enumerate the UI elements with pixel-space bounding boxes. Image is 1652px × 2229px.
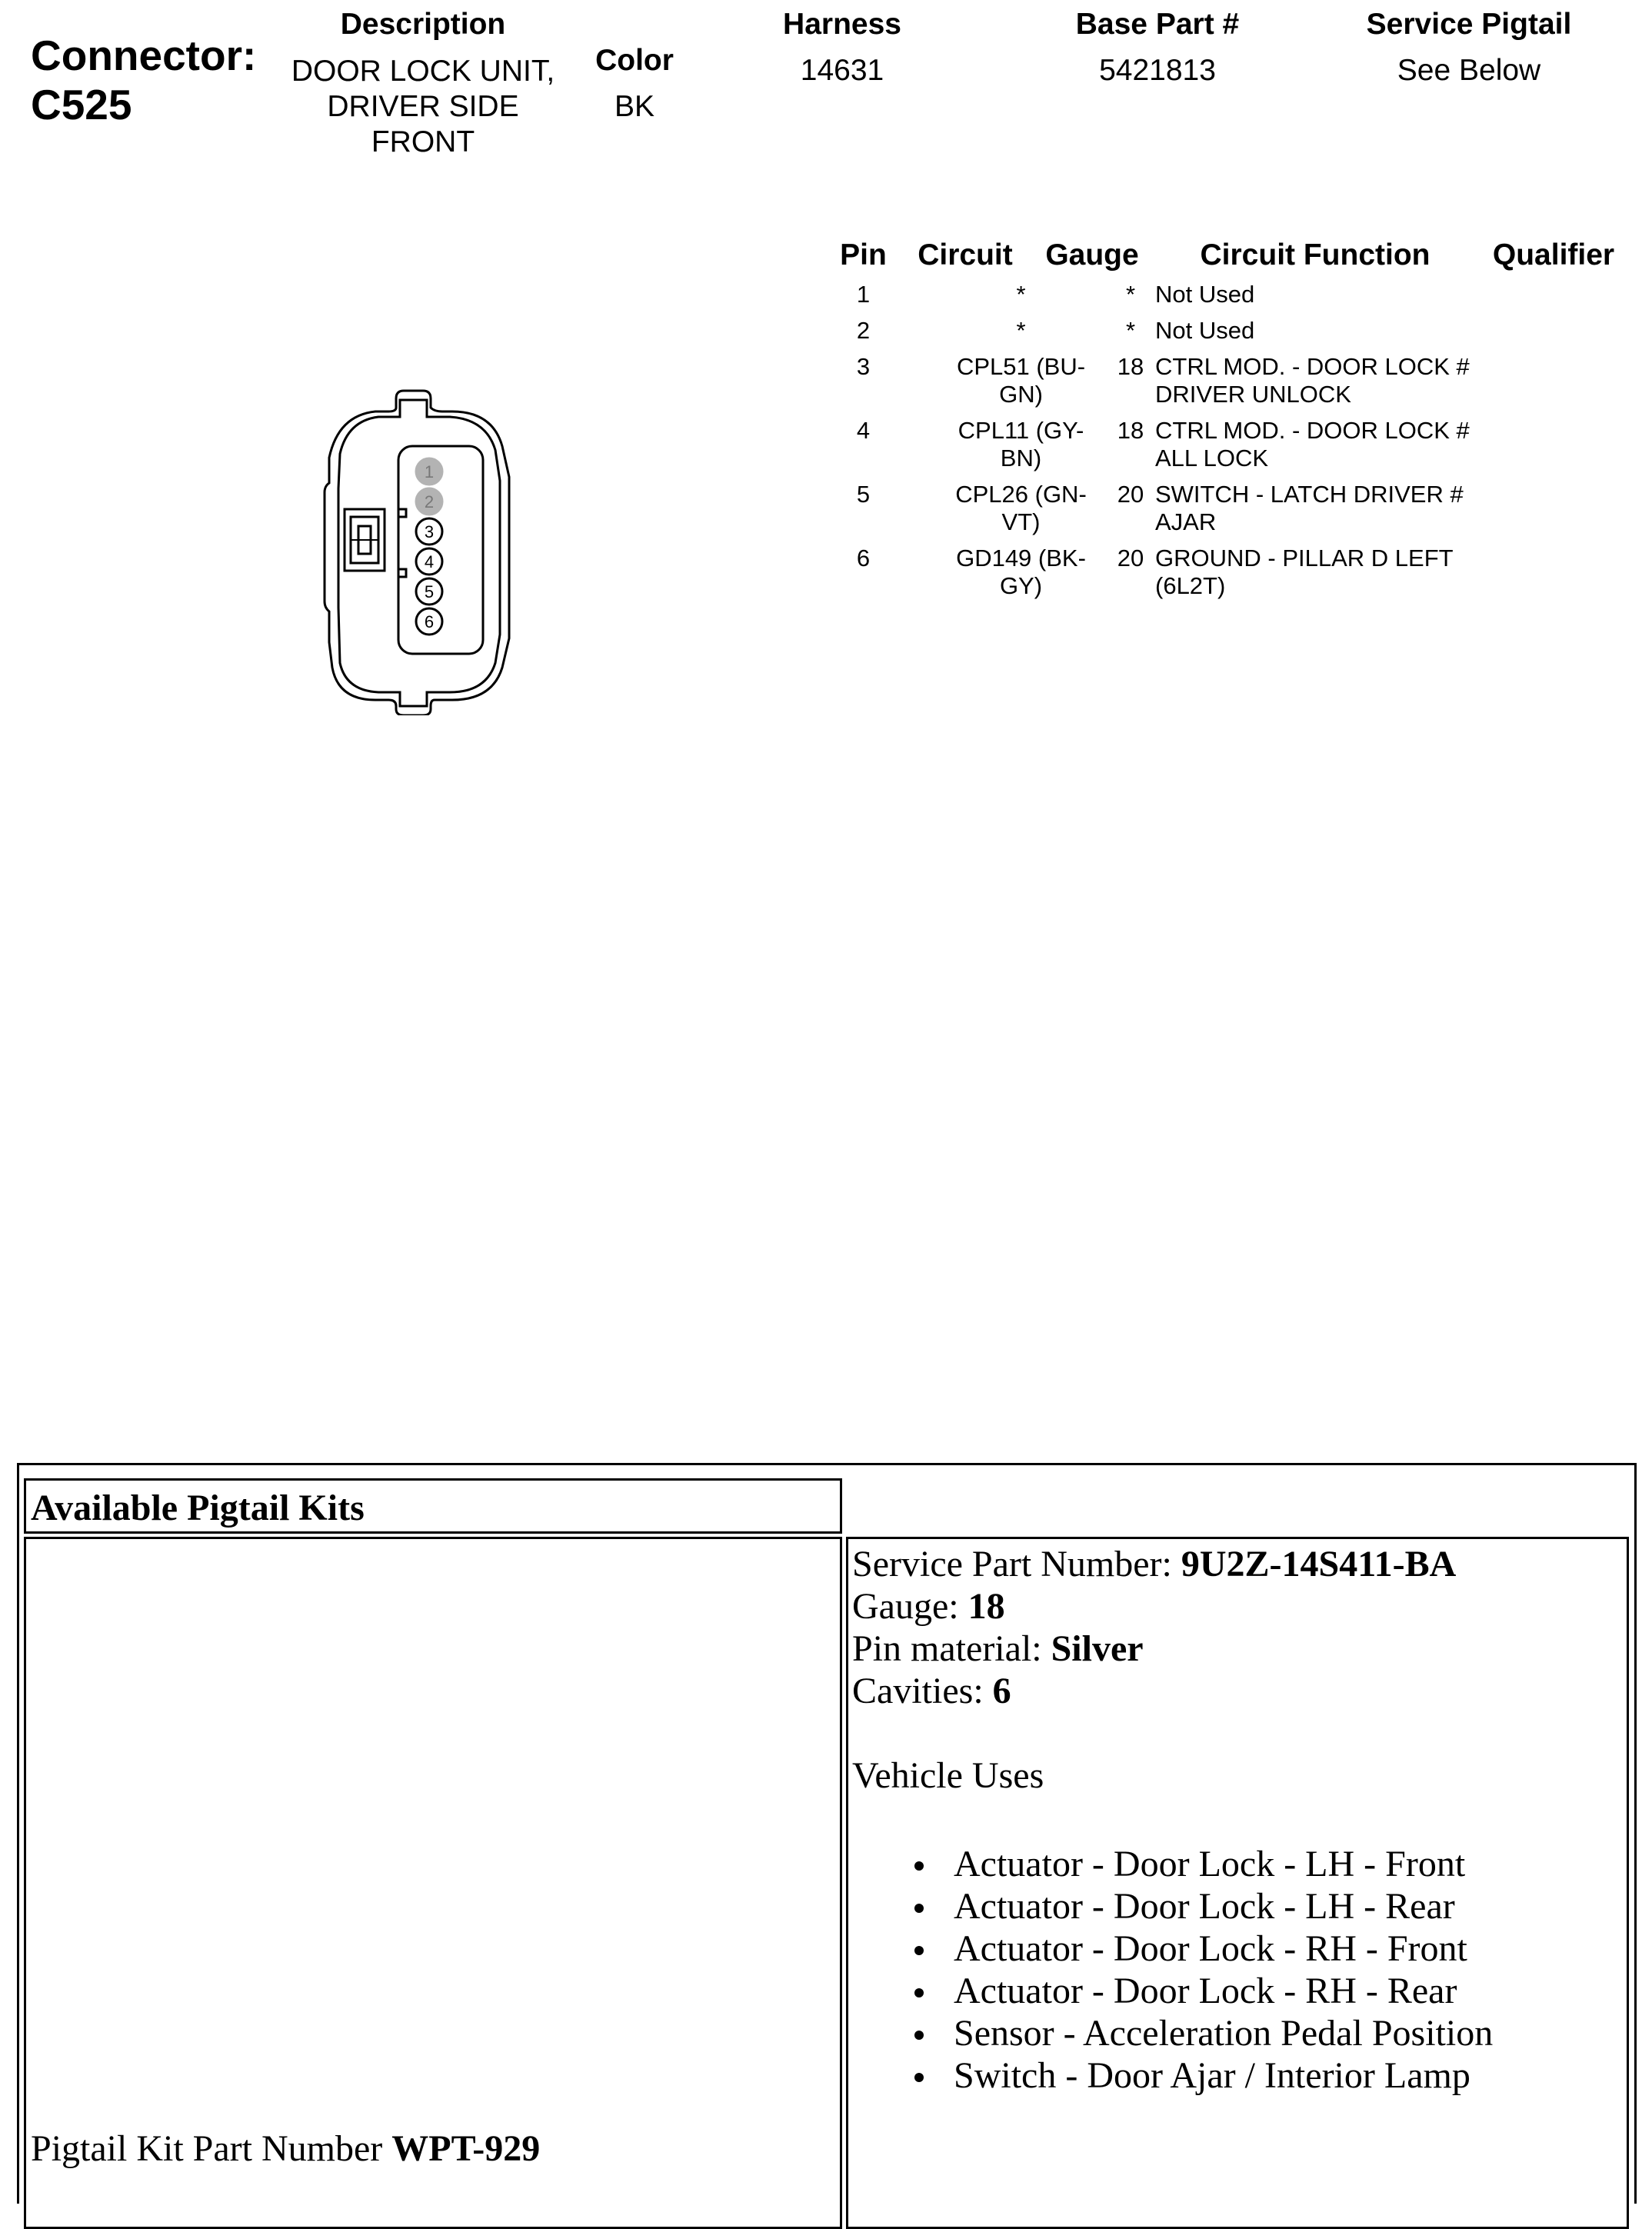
circuit-line: BN) [1000, 445, 1042, 471]
pigtail-title-cell [24, 1478, 842, 1534]
pin-number: 5 [856, 481, 871, 508]
gauge-value: * [1125, 317, 1136, 344]
harness-value: 14631 [800, 54, 884, 87]
circuit-column-header: Circuit [918, 238, 1013, 272]
cavities-label: Cavities: [852, 1671, 984, 1711]
circuit-line: VT) [1001, 508, 1041, 535]
cavities-value: 6 [992, 1671, 1011, 1711]
pigtail-details-cell [846, 1537, 1629, 2229]
pigtail-kit-part-number [31, 2127, 540, 2170]
circuit-line: GN) [999, 381, 1043, 408]
circuit-function [1155, 417, 1494, 472]
pin-number: 2 [856, 317, 871, 344]
function-line: CTRL MOD. - DOOR LOCK # [1155, 353, 1470, 380]
service-part-line [852, 1543, 1621, 1585]
gauge-value: 18 [968, 1586, 1005, 1627]
circuit-function [1155, 481, 1494, 536]
circuit-line: GY) [999, 572, 1043, 599]
function-line: GROUND - PILLAR D LEFT [1155, 545, 1454, 571]
function-line: (6L2T) [1155, 572, 1226, 599]
function-line: ALL LOCK [1155, 445, 1269, 471]
cavities-line [852, 1670, 1621, 1712]
base-part-header: Base Part # [1075, 8, 1240, 41]
pigtail-details [852, 1543, 1621, 2097]
kit-part-value: WPT-929 [391, 2128, 541, 2169]
pin-column-header: Pin [840, 238, 887, 272]
description-line: FRONT [371, 125, 475, 158]
circuit-line: CPL51 (BU- [956, 353, 1086, 380]
gauge-value: 20 [1117, 545, 1144, 571]
list-item: Actuator - Door Lock - LH - Front [914, 1843, 1621, 1885]
circuit-function [1155, 545, 1494, 600]
vehicle-uses-list [914, 1843, 1621, 2097]
gauge-label: Gauge: [852, 1586, 959, 1627]
gauge-value: 20 [1117, 481, 1144, 508]
pin-number: 1 [856, 281, 871, 308]
circuit-function [1155, 353, 1494, 408]
circuit-value: * [1016, 281, 1026, 308]
color-header: Color [595, 44, 674, 77]
pin-number: 6 [856, 545, 871, 571]
service-pigtail-header: Service Pigtail [1366, 8, 1572, 41]
description-line: DRIVER SIDE [327, 90, 519, 123]
pin-row [823, 417, 1638, 478]
qualifier-column-header: Qualifier [1492, 238, 1615, 272]
connector-id: C525 [31, 81, 132, 128]
pigtail-image-cell [24, 1537, 842, 2229]
vehicle-uses-label: Vehicle Uses [852, 1755, 1044, 1796]
list-item: Actuator - Door Lock - LH - Rear [914, 1885, 1621, 1927]
pin-cavity-label: 5 [424, 582, 435, 601]
description-line: DOOR LOCK UNIT, [291, 55, 555, 88]
list-item: Switch - Door Ajar / Interior Lamp [914, 2054, 1621, 2097]
pin-cavity-label: 1 [424, 462, 435, 481]
harness-header: Harness [783, 8, 901, 41]
function-line: DRIVER UNLOCK [1155, 381, 1351, 408]
pin-cavity-label: 4 [424, 552, 435, 571]
pin-row [823, 481, 1638, 542]
circuit-value: * [1016, 317, 1026, 344]
color-value: BK [614, 90, 655, 123]
pigtail-section-title: Available Pigtail Kits [31, 1488, 365, 1528]
gauge-value: 18 [1117, 353, 1144, 380]
pin-cavity-label: 6 [424, 612, 435, 631]
pin-row [823, 281, 1638, 312]
base-part-value: 5421813 [1099, 54, 1216, 87]
pin-material-label: Pin material: [852, 1628, 1042, 1669]
function-column-header: Circuit Function [1200, 238, 1431, 272]
pin-material-value: Silver [1051, 1628, 1144, 1669]
list-item: Actuator - Door Lock - RH - Rear [914, 1970, 1621, 2012]
service-part-label: Service Part Number: [852, 1544, 1172, 1584]
gauge-column-header: Gauge [1045, 238, 1139, 272]
pin-number: 4 [856, 417, 871, 444]
description-header: Description [340, 8, 506, 41]
list-item: Actuator - Door Lock - RH - Front [914, 1927, 1621, 1970]
gauge-value: 18 [1117, 417, 1144, 444]
circuit-line: CPL26 (GN- [955, 481, 1087, 508]
circuit-line: CPL11 (GY- [958, 417, 1084, 444]
circuit-function: Not Used [1155, 317, 1255, 344]
description-value [269, 54, 577, 160]
gauge-value: * [1125, 281, 1136, 308]
service-pigtail-value: See Below [1397, 54, 1541, 87]
function-line: CTRL MOD. - DOOR LOCK # [1155, 417, 1470, 444]
pin-material-line [852, 1628, 1621, 1670]
function-line: AJAR [1155, 508, 1217, 535]
pin-cavity-label: 3 [424, 522, 435, 541]
gauge-line [852, 1585, 1621, 1628]
pin-row [823, 353, 1638, 415]
connector-housing-outer [325, 391, 509, 715]
connector-label: Connector: [31, 32, 257, 79]
pin-row [823, 317, 1638, 348]
kit-part-label: Pigtail Kit Part Number [31, 2128, 383, 2169]
pin-number: 3 [856, 353, 871, 380]
connector-title [31, 31, 256, 129]
pin-row [823, 545, 1638, 606]
list-item: Sensor - Acceleration Pedal Position [914, 2012, 1621, 2054]
circuit-function: Not Used [1155, 281, 1255, 308]
pin-cavity-label: 2 [424, 492, 435, 511]
connector-diagram [308, 377, 538, 715]
function-line: SWITCH - LATCH DRIVER # [1155, 481, 1464, 508]
service-part-value: 9U2Z-14S411-BA [1181, 1544, 1457, 1584]
circuit-line: GD149 (BK- [956, 545, 1086, 571]
